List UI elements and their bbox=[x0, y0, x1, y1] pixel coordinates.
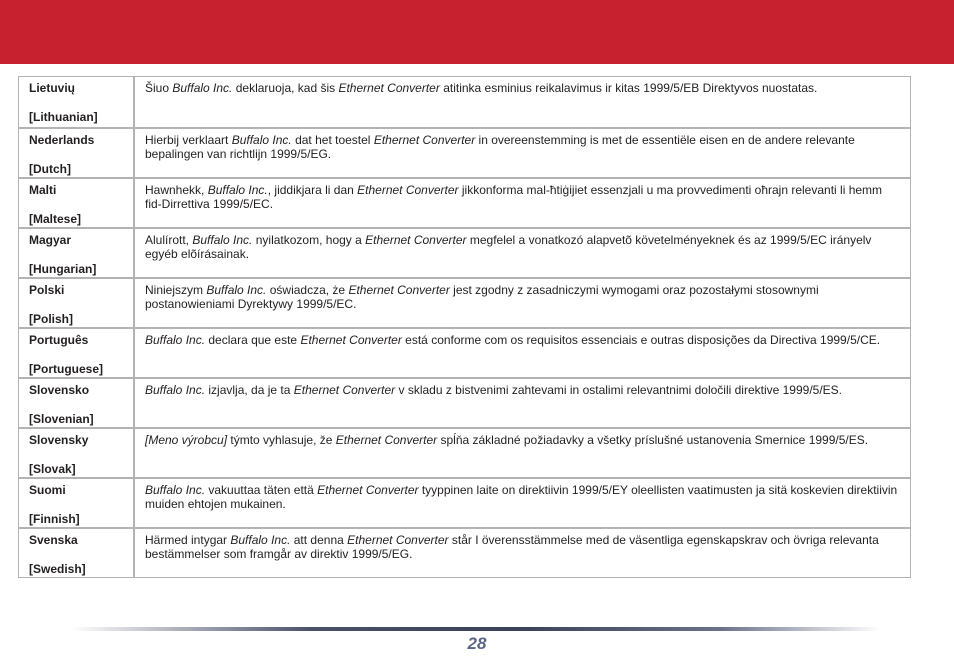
page-number: 28 bbox=[467, 634, 487, 653]
declaration-text bbox=[135, 77, 910, 127]
language-native-name: Nederlands bbox=[29, 133, 95, 147]
declaration-text-segment: Hawnhekk, bbox=[145, 183, 208, 197]
table-row bbox=[19, 477, 910, 527]
declaration-text-segment: týmto vyhlasuje, že bbox=[227, 433, 336, 447]
declaration-text bbox=[135, 327, 910, 377]
language-cell bbox=[19, 277, 135, 327]
language-english-name: [Polish] bbox=[29, 312, 73, 326]
language-english-name: [Slovak] bbox=[29, 462, 76, 476]
declaration-text-italic: Buffalo Inc. bbox=[192, 233, 253, 247]
table-row bbox=[19, 177, 910, 227]
declaration-text bbox=[135, 127, 910, 177]
declaration-text-segment: nyilatkozom, hogy a bbox=[252, 233, 366, 247]
language-cell bbox=[19, 477, 135, 527]
declaration-text-italic: Ethernet Converter bbox=[373, 133, 476, 147]
declaration-text bbox=[135, 377, 910, 427]
language-native-name: Malti bbox=[29, 183, 57, 197]
declaration-text-italic: Ethernet Converter bbox=[300, 333, 402, 347]
declaration-text-italic: Ethernet Converter bbox=[317, 483, 419, 497]
declaration-text bbox=[135, 477, 910, 527]
declaration-table bbox=[18, 76, 911, 578]
declaration-text-italic: Ethernet Converter bbox=[293, 383, 396, 397]
table-row bbox=[19, 427, 910, 477]
table-row bbox=[19, 127, 910, 177]
declaration-text-segment: jikkonforma mal-ħtiġijiet essenzjali u ma provvedimenti oħrajn relevanti li hemm fid-Dirrettiva 1999/5/EC. bbox=[145, 183, 883, 211]
language-native-name: Polski bbox=[29, 283, 65, 297]
language-english-name: [Dutch] bbox=[29, 162, 71, 176]
declaration-text-italic: Ethernet Converter bbox=[347, 533, 449, 547]
declaration-text bbox=[135, 427, 910, 477]
declaration-text-italic: Ethernet Converter bbox=[357, 183, 459, 197]
declaration-text bbox=[135, 277, 910, 327]
language-native-name: Svenska bbox=[29, 533, 78, 547]
declaration-text bbox=[135, 227, 910, 277]
language-english-name: [Portuguese] bbox=[29, 362, 104, 376]
declaration-text-segment: v skladu z bistvenimi zahtevami in ostalimi relevantnimi določili direktive 1999/5/ES. bbox=[395, 383, 843, 397]
language-cell bbox=[19, 327, 135, 377]
language-english-name: [Finnish] bbox=[29, 512, 80, 526]
declaration-text-segment: Härmed intygar bbox=[145, 533, 231, 547]
language-cell bbox=[19, 227, 135, 277]
table-row bbox=[19, 327, 910, 377]
language-english-name: [Slovenian] bbox=[29, 412, 94, 426]
declaration-text-segment: tyyppinen laite on direktiivin 1999/5/EY oleellisten vaatimusten ja sitä koskevien direktiivin muiden ehtojen mukainen. bbox=[145, 483, 898, 511]
declaration-text-italic: Buffalo Inc. bbox=[206, 283, 267, 297]
declaration-text-segment: Alulírott, bbox=[145, 233, 193, 247]
declaration-text-segment: att denna bbox=[290, 533, 348, 547]
declaration-text-italic: Ethernet Converter bbox=[335, 433, 438, 447]
declaration-table-body bbox=[19, 77, 910, 577]
declaration-text-segment: in overeenstemming is met de essentiële eisen en de andere relevante bepalingen van richtlijn 1999/5/EG. bbox=[145, 133, 855, 161]
table-row bbox=[19, 277, 910, 327]
language-native-name: Português bbox=[29, 333, 89, 347]
table-row bbox=[19, 227, 910, 277]
table-row bbox=[19, 527, 910, 577]
declaration-text-segment: , jiddikjara li dan bbox=[267, 183, 358, 197]
declaration-text bbox=[135, 527, 910, 577]
footer-divider bbox=[70, 627, 880, 631]
declaration-text-segment: declara que este bbox=[205, 333, 301, 347]
declaration-text-segment: dat het toestel bbox=[291, 133, 374, 147]
language-cell bbox=[19, 527, 135, 577]
table-row bbox=[19, 377, 910, 427]
language-english-name: [Lithuanian] bbox=[29, 110, 98, 124]
table-row bbox=[19, 77, 910, 127]
header-band bbox=[0, 0, 954, 64]
language-native-name: Suomi bbox=[29, 483, 66, 497]
declaration-text-segment: Šiuo bbox=[145, 81, 173, 95]
language-english-name: [Swedish] bbox=[29, 562, 86, 576]
language-native-name: Magyar bbox=[29, 233, 72, 247]
language-cell bbox=[19, 77, 135, 127]
language-cell bbox=[19, 177, 135, 227]
language-english-name: [Maltese] bbox=[29, 212, 82, 226]
declaration-text-italic: Ethernet Converter bbox=[338, 81, 440, 95]
declaration-text-segment: Niniejszym bbox=[145, 283, 207, 297]
declaration-text-italic: Buffalo Inc. bbox=[207, 183, 268, 197]
declaration-text-italic: Buffalo Inc. bbox=[145, 483, 206, 497]
declaration-text-segment: Hierbij verklaart bbox=[145, 133, 232, 147]
declaration-text-segment: atitinka esminius reikalavimus ir kitas 1999/5/EB Direktyvos nuostatas. bbox=[439, 81, 818, 95]
declaration-text-segment: megfelel a vonatkozó alapvetõ követelményeknek és az 1999/5/EC irányelv egyéb elõírásainak. bbox=[145, 233, 872, 261]
declaration-text-segment: spĺňa základné požiadavky a všetky príslušné ustanovenia Smernice 1999/5/ES. bbox=[437, 433, 869, 447]
declaration-text-segment: izjavlja, da je ta bbox=[205, 383, 294, 397]
declaration-text-segment: está conforme com os requisitos essenciais e outras disposições da Directiva 1999/5/CE. bbox=[401, 333, 881, 347]
declaration-text-segment: står I överensstämmelse med de väsentliga egenskapskrav och övriga relevanta bestämmelser som framgår av direktiv 1999/5/EG. bbox=[145, 533, 879, 561]
declaration-text-italic: Buffalo Inc. bbox=[145, 333, 206, 347]
declaration-text-italic: Buffalo Inc. bbox=[231, 133, 292, 147]
language-cell bbox=[19, 427, 135, 477]
declaration-text-italic: Buffalo Inc. bbox=[145, 383, 206, 397]
declaration-text-italic: Ethernet Converter bbox=[348, 283, 450, 297]
declaration-text-segment: vakuuttaa täten että bbox=[205, 483, 318, 497]
declaration-text-segment: oświadcza, że bbox=[266, 283, 349, 297]
declaration-text-segment: deklaruoja, kad šis bbox=[232, 81, 339, 95]
language-cell bbox=[19, 377, 135, 427]
language-native-name: Slovensko bbox=[29, 383, 90, 397]
declaration-text-segment: jest zgodny z zasadniczymi wymogami oraz pozostałymi stosownymi postanowieniami Dyrektywy 1999/5/EC. bbox=[145, 283, 819, 311]
declaration-text-italic: Ethernet Converter bbox=[365, 233, 467, 247]
declaration-text-italic: [Meno výrobcu] bbox=[145, 433, 228, 447]
declaration-text bbox=[135, 177, 910, 227]
declaration-text-italic: Buffalo Inc. bbox=[172, 81, 233, 95]
language-native-name: Lietuvių bbox=[29, 81, 76, 95]
language-cell bbox=[19, 127, 135, 177]
language-english-name: [Hungarian] bbox=[29, 262, 97, 276]
language-native-name: Slovensky bbox=[29, 433, 89, 447]
declaration-text-italic: Buffalo Inc. bbox=[230, 533, 291, 547]
